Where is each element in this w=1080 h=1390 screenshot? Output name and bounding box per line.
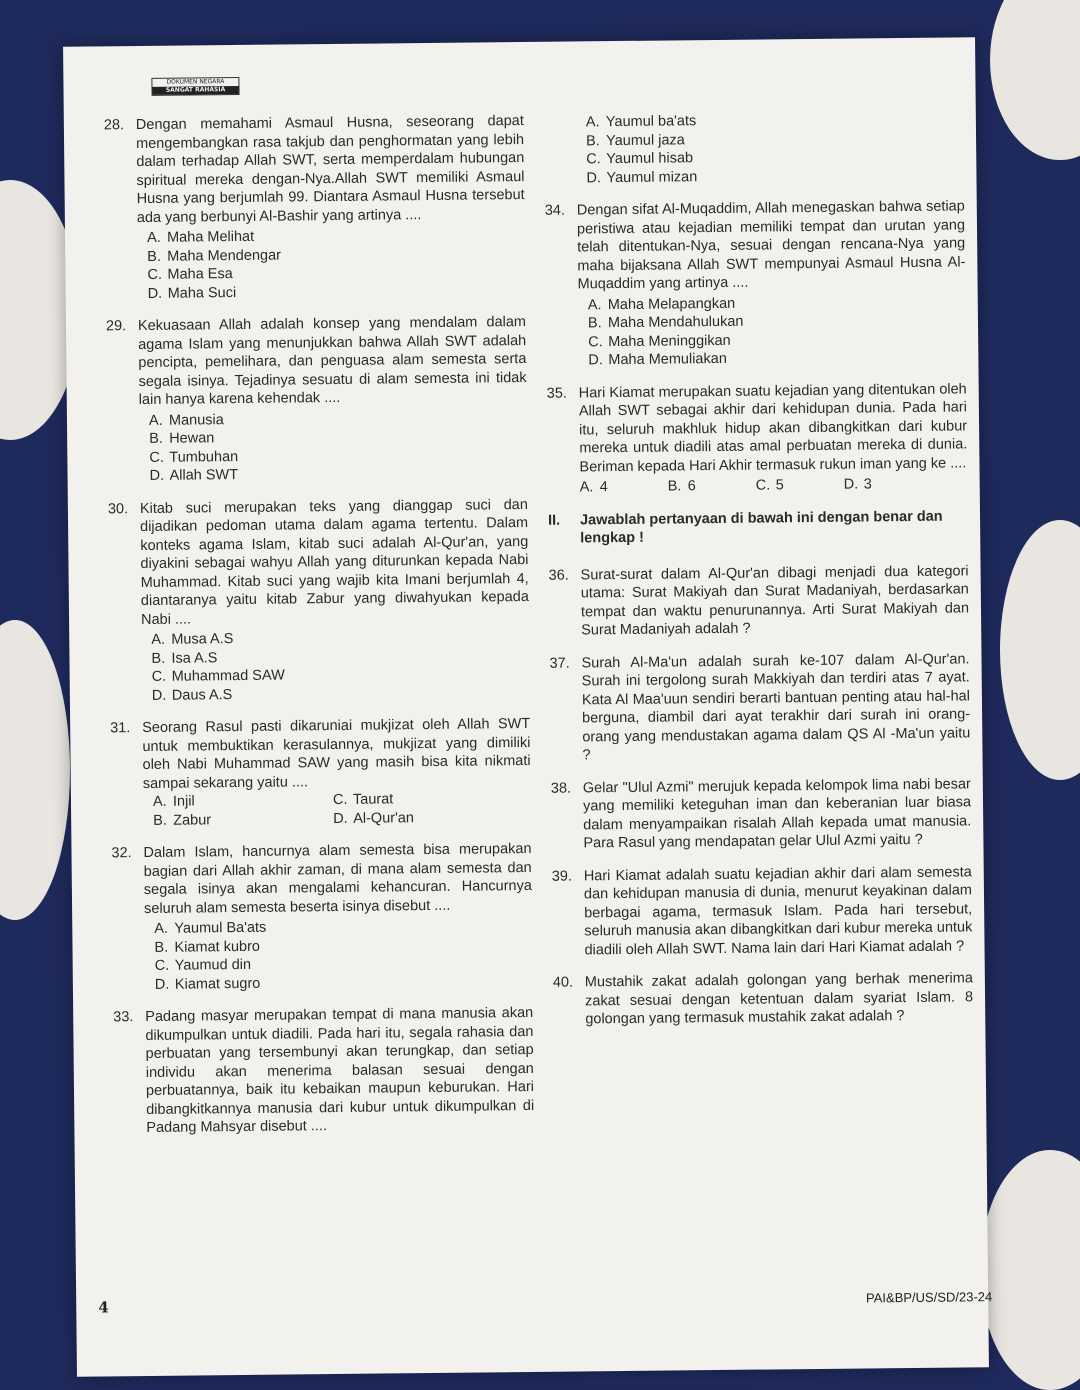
question-number: 38. xyxy=(550,780,572,797)
options xyxy=(143,789,531,830)
option-text: Muhammad SAW xyxy=(171,667,285,685)
question-text: Gelar "Ulul Azmi" merujuk kepada kelompok lima nabi besar yang memiliki keteguhan iman dan keberanian luar biasa dalam menyampaikan risalah Allah kepada umat manusia. Para Rasul yang mendapatan gelar Ulul Azmi yaitu ? xyxy=(582,775,972,852)
question-35 xyxy=(547,380,968,497)
question-text: Dengan sifat Al-Muqaddim, Allah menegaskan bahwa setiap peristiwa atau kejadian memiliki tempat dan urutan yang telah ditentukan-Nya, sesuai dengan rencana-Nya yang maha bijaksana Allah SWT mempunyai Asmaul Husna Al-Muqaddim yang artinya .... xyxy=(576,198,966,293)
question-number: 36. xyxy=(548,567,569,584)
document-code: PAI&BP/US/SD/23-24 xyxy=(865,1289,993,1306)
option-text: Tumbuhan xyxy=(169,448,239,466)
option-letter: A. xyxy=(146,229,161,246)
option-text: Maha Mendahulukan xyxy=(607,313,744,332)
option-letter: A. xyxy=(585,114,600,131)
option-letter: C. xyxy=(147,266,163,283)
option-text: Manusia xyxy=(168,411,224,429)
option-text: Yaumul mizan xyxy=(606,168,698,186)
option-text: Maha Memuliakan xyxy=(608,350,727,369)
question-text: Kitab suci merupakan teks yang dianggap suci dan dijadikan pedoman utama dalam agama tertentu. Dalam konteks agama Islam, kitab suci adalah Al-Qur'an, yang diyakini sebagai wahyu Allah yang diturunkan kepada Nabi Muhammad. Kitab suci yang wajib kita Imani berjumlah 4, diantaranya yaitu kitab Zabur yang diwahyukan kepada Nabi .... xyxy=(139,496,529,628)
option-text: Yaumul Ba'ats xyxy=(174,919,267,937)
option-letter: D. xyxy=(586,169,602,186)
option-letter: B. xyxy=(153,812,167,829)
question-number: 40. xyxy=(552,974,574,991)
option-text: 3 xyxy=(863,476,872,493)
option-text: Yaumul hisab xyxy=(606,150,694,168)
question-29 xyxy=(106,313,528,486)
option xyxy=(142,682,530,705)
left-column xyxy=(104,112,535,1152)
question-text: Dengan memahami Asmaul Husna, seseorang dapat mengembangkan rasa takjub dan penghormatan yang lebih dalam terhadap Allah SWT, serta memperdalam hubungan spiritual mereka dengan-Nya.Allah SWT memiliki Asmaul Husna yang berjumlah 99. Diantara Asmaul Husna tersebut ada yang berbunyi Al-Bashir yang artinya .... xyxy=(135,112,525,226)
background-cloth-pattern xyxy=(990,0,1080,160)
page-number: 4 xyxy=(98,1298,109,1317)
option-letter: C. xyxy=(149,449,164,466)
option-letter: D. xyxy=(333,810,348,827)
option xyxy=(153,810,333,830)
option-letter: A. xyxy=(579,479,594,496)
option-text: Isa A.S xyxy=(171,649,218,667)
question-40 xyxy=(553,969,974,1029)
option-text: Yaumul ba'ats xyxy=(605,113,697,131)
question-number: 31. xyxy=(110,720,131,737)
question-33 xyxy=(113,1004,534,1138)
option-letter: C. xyxy=(332,791,348,809)
option xyxy=(333,808,513,828)
question-text: Dalam Islam, hancurnya alam semesta bisa merupakan bagian dari Allah akhir zaman, di mana alam semesta dan segala isinya akan mengalami kehancuran. Hancurnya seluruh alam semesta beserta isinya disebut .... xyxy=(143,840,532,917)
section-number: II. xyxy=(547,512,561,529)
option-text: Maha Esa xyxy=(167,266,233,283)
option-letter: B. xyxy=(667,478,682,495)
options xyxy=(137,225,526,303)
option-text: Zabur xyxy=(173,811,212,829)
option-letter: C. xyxy=(586,151,601,168)
option xyxy=(844,475,932,494)
option-text: Allah SWT xyxy=(169,467,239,484)
option-text: Maha Meninggikan xyxy=(608,332,731,350)
option xyxy=(668,477,756,496)
option-text: Musa A.S xyxy=(171,631,234,648)
option-letter: A. xyxy=(151,631,166,648)
question-32 xyxy=(111,840,533,994)
question-number: 28. xyxy=(103,117,125,134)
option xyxy=(153,791,333,811)
option-text: Hewan xyxy=(169,430,215,447)
question-number: 34. xyxy=(544,202,566,219)
question-text: Seorang Rasul pasti dikaruniai mukjizat oleh Allah SWT untuk membuktikan kerasulannya, mukjizat yang dimiliki oleh Nabi Muhammad SAW yang masih bisa kita nikmati sampai sekarang yaitu .... xyxy=(142,715,531,792)
question-39 xyxy=(552,863,973,960)
option-letter: B. xyxy=(585,132,600,149)
question-text: Mustahik zakat adalah golongan yang berhak menerima zakat sesuai dengan ketentuan dalam syariat Islam. 8 golongan yang termasuk mustahik zakat adalah ? xyxy=(584,970,974,1028)
question-number: 33. xyxy=(113,1009,134,1026)
options xyxy=(578,292,967,370)
option-letter: B. xyxy=(587,315,602,332)
option-letter: B. xyxy=(151,650,166,667)
options xyxy=(580,474,968,497)
option-letter: D. xyxy=(588,352,603,369)
question-36 xyxy=(549,562,970,640)
option xyxy=(756,476,844,495)
option-text: Injil xyxy=(172,793,195,810)
option-letter: D. xyxy=(843,476,859,493)
option-letter: C. xyxy=(588,333,603,350)
options xyxy=(139,407,528,485)
question-number: 35. xyxy=(546,385,567,402)
question-30 xyxy=(108,495,530,705)
option-text: Al-Qur'an xyxy=(353,809,415,827)
option xyxy=(139,463,527,486)
option-letter: A. xyxy=(587,296,602,313)
question-34 xyxy=(545,197,967,370)
option-letter: D. xyxy=(151,687,167,704)
question-31 xyxy=(110,715,531,830)
option-text: Maha Mendengar xyxy=(167,247,282,265)
question-number: 30. xyxy=(107,500,129,517)
option-letter: C. xyxy=(151,668,167,685)
question-text: Padang masyar merupakan tempat di mana manusia akan dikumpulkan untuk diadili. Pada hari itu, segala rahasia dan perbuatan yang tersembunyi akan terungkap, dan setiap individu akan menerima balasan sesuai dengan perbuatannya, baik itu kebaikan maupun keburukan. Hari dibangkitkannya manusia dari kubur untuk dikumpulkan di Padang Mahsyar disebut .... xyxy=(145,1004,535,1136)
exam-sheet xyxy=(63,37,993,1376)
question-number: 29. xyxy=(105,318,127,335)
option-text: 6 xyxy=(687,478,696,495)
question-text: Hari Kiamat adalah suatu kejadian akhir dari alam semesta dan kehidupan manusia di dunia, menurut keyakinan dalam berbagai agama, termasuk Islam. Pada hari tersebut, seluruh manusia akan dibangkitkan dari kubur mereka untuk diadili oleh Allah SWT. Nama lain dari Hari Kiamat adalah ? xyxy=(583,863,973,958)
background-cloth-pattern xyxy=(1000,520,1080,780)
option xyxy=(578,347,966,370)
option-letter: B. xyxy=(149,430,163,447)
background-cloth-pattern xyxy=(980,1150,1080,1390)
stamp-top: DOKUMEN NEGARA xyxy=(166,78,225,86)
question-text: Surat-surat dalam Al-Qur'an dibagi menjadi dua kategori utama: Surat Makiyah dan Surat Madaniyah, berdasarkan tempat dan waktu penurunannya. Arti Surat Makiyah dan Surat Madaniyah adalah ? xyxy=(580,562,970,639)
document-stamp xyxy=(151,77,239,96)
option xyxy=(145,971,533,994)
option-text: Taurat xyxy=(352,791,394,808)
question-33-options xyxy=(544,109,965,187)
question-28 xyxy=(104,112,526,303)
options xyxy=(576,109,965,187)
option-letter: B. xyxy=(154,939,169,956)
question-number: 32. xyxy=(111,845,132,862)
option-letter: A. xyxy=(152,793,167,810)
option-text: Kiamat kubro xyxy=(174,938,261,956)
option xyxy=(333,789,513,809)
option-text: Yaumud din xyxy=(174,956,252,974)
option-letter: D. xyxy=(154,976,170,993)
option-letter: B. xyxy=(147,248,162,265)
option-text: Yaumul jaza xyxy=(605,131,685,149)
option-text: 4 xyxy=(599,479,608,496)
option-text: Daus A.S xyxy=(171,686,233,704)
option-letter: C. xyxy=(154,957,170,974)
question-38 xyxy=(551,775,972,853)
option-text: Maha Melapangkan xyxy=(607,295,736,313)
option-letter: A. xyxy=(154,920,169,937)
section-title: Jawablah pertanyaan di bawah ini dengan benar dan lengkap ! xyxy=(579,508,943,547)
option-letter: C. xyxy=(755,477,771,494)
question-number: 37. xyxy=(549,655,570,672)
question-text: Surah Al-Ma'un adalah surah ke-107 dalam Al-Qur'an. Surah ini tergolong surah Makkiyah dan terdiri atas 7 ayat. Kata Al Maa'uun sendiri berarti bantuan penting atau hal-hal berguna, diambil dari ayat terakhir dari surah ini orang-orang yang mendustakan agama dalam QS Al -Ma'un yaitu ? xyxy=(581,650,971,764)
option-letter: D. xyxy=(147,285,163,302)
option-text: Maha Melihat xyxy=(166,228,255,246)
right-column xyxy=(544,107,974,1043)
section-heading xyxy=(548,507,968,548)
option xyxy=(138,280,526,303)
option-text: Maha Suci xyxy=(167,284,237,302)
question-text: Hari Kiamat merupakan suatu kejadian yang ditentukan oleh Allah SWT sebagai akhir dari kehidupan dunia. Pada hari itu, seluruh makhluk hidup akan dibangkitkan dari kubur mereka untuk diadili atas amal perbuatan mereka di dunia. Beriman kepada Hari Akhir termasuk rukun iman yang ke .... xyxy=(578,380,968,475)
stamp-bottom: SANGAT RAHASIA xyxy=(152,86,238,95)
option-letter: A. xyxy=(148,412,163,429)
question-37 xyxy=(549,650,970,765)
options xyxy=(144,916,533,994)
option-text: Kiamat sugro xyxy=(174,975,261,993)
question-text: Kekuasaan Allah adalah konsep yang mendalam dalam agama Islam yang menunjukkan bahwa Allah SWT adalah pencipta, pemelihara, dan penguasa alam semesta serta segala isinya. Tejadinya sesuatu di alam semesta ini tidak lain hanya karena kehendak .... xyxy=(137,313,527,409)
option xyxy=(580,478,668,497)
background-cloth-pattern xyxy=(0,620,70,920)
options xyxy=(141,627,530,705)
option-letter: D. xyxy=(149,467,165,484)
option-text: 5 xyxy=(775,477,784,494)
option xyxy=(576,165,964,188)
question-number: 39. xyxy=(551,868,573,885)
